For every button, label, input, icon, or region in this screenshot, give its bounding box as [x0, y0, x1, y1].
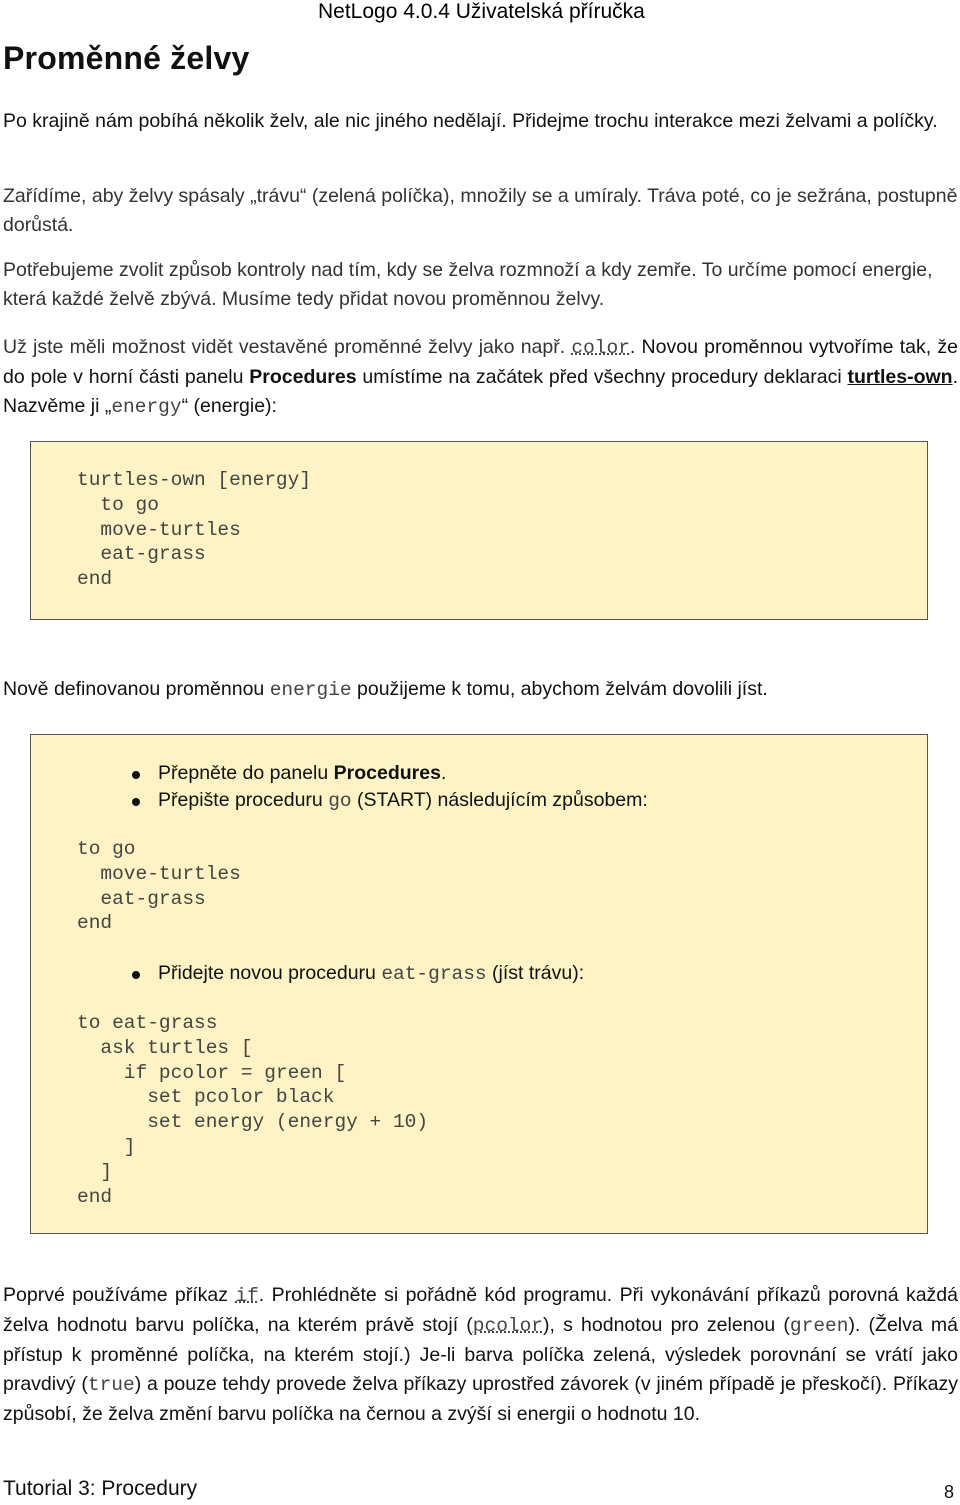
- intro-paragraph: Po krajině nám pobíhá několik želv, ale nic jiného nedělají. Přidejme trochu interakce mezi želvami a políčky.: [3, 110, 938, 132]
- inline-code: go: [328, 790, 352, 812]
- footer-section-title: Tutorial 3: Procedury: [3, 1477, 198, 1500]
- text-run: umístíme na začátek před všechny procedury deklaraci: [356, 366, 848, 388]
- code-block-eat-grass: to eat-grass ask turtles [ if pcolor = green [ set pcolor black set energy (energy + 10) ] ] end: [77, 1012, 429, 1208]
- text-run: ), s hodnotou pro zelenou (: [543, 1314, 790, 1336]
- document-header-title: NetLogo 4.0.4 Uživatelská příručka: [318, 0, 645, 23]
- energy-paragraph: Potřebujeme zvolit způsob kontroly nad tím, kdy se želva rozmnoží a kdy zemře. To určíme pomocí energie, která každé želvě zbývá. Musíme tedy přidat novou proměnnou želvy.: [3, 259, 933, 310]
- page-number: 8: [944, 1482, 955, 1502]
- inline-code: green: [789, 1315, 849, 1337]
- goal-paragraph: Zařídíme, aby želvy spásaly „trávu“ (zelená políčka), množily se a umíraly. Tráva poté, co je sežrána, postupně dorůstá.: [3, 185, 958, 236]
- text-run: Už jste měli možnost vidět vestavěné proměnné želvy jako např.: [3, 336, 572, 358]
- turtles-own-link[interactable]: turtles-own: [847, 366, 953, 388]
- text-run: ). (Želva má přístup k proměnné políčka, na kterém stojí.) Je-li barva políčka zelená, výsledek porovnání se vrátí jako pravdivý (: [3, 1314, 958, 1395]
- inline-code: true: [87, 1374, 135, 1396]
- text-run: . Prohlédněte si pořádně kód programu. Při vykonávání příkazů porovná každá želva hodnotu barvu políčka, na kterém právě stojí (: [3, 1284, 958, 1336]
- list-item: [128, 960, 584, 988]
- text-run: Poprvé používáme příkaz: [3, 1284, 236, 1306]
- text-run: (START) následujícím způsobem:: [351, 789, 648, 811]
- text-run: Přepněte do panelu: [158, 762, 334, 784]
- bold-text: Procedures: [249, 366, 357, 388]
- inline-code: energy: [111, 396, 182, 418]
- energie-paragraph: [3, 675, 958, 705]
- text-run: ) a pouze tehdy provede želva příkazy uprostřed závorek (v jiném případě je přeskočí). Příkazy způsobí, že želva změní barvu políčka na černou a zvýší si energii o hodnotu 10.: [3, 1373, 959, 1425]
- instruction-box: [30, 734, 928, 1234]
- code-box-turtles-own: [30, 441, 928, 620]
- page-title: Proměnné želvy: [3, 40, 250, 76]
- inline-code: pcolor: [472, 1315, 544, 1337]
- list-item: [128, 787, 648, 815]
- text-run: . Nazvěme ji „: [3, 366, 958, 417]
- code-block: turtles-own [energy] to go move-turtles eat-grass end: [77, 469, 312, 591]
- text-run: . Novou proměnnou vytvoříme tak, že do pole v horní části panelu: [3, 336, 958, 388]
- text-run: Přidejte novou proceduru: [158, 962, 382, 984]
- instruction-list-1: [128, 760, 648, 815]
- inline-code: eat-grass: [381, 963, 487, 985]
- text-run: (jíst trávu):: [486, 962, 585, 984]
- text-run: Přepište proceduru: [158, 789, 329, 811]
- text-run: .: [440, 762, 447, 784]
- inline-code: color: [571, 337, 630, 359]
- bold-text: Procedures: [333, 762, 441, 784]
- list-item: [128, 760, 648, 787]
- instruction-list-2: [128, 960, 584, 988]
- inline-code: if: [235, 1285, 259, 1307]
- code-block-go: to go move-turtles eat-grass end: [77, 838, 241, 935]
- inline-code: energie: [269, 679, 352, 701]
- text-run: “ (energie):: [181, 395, 277, 417]
- if-explanation-paragraph: [3, 1281, 958, 1429]
- text-run: Nově definovanou proměnnou: [3, 678, 270, 700]
- text-run: použijeme k tomu, abychom želvám dovolili jíst.: [351, 678, 768, 700]
- turtles-own-paragraph: [3, 333, 958, 422]
